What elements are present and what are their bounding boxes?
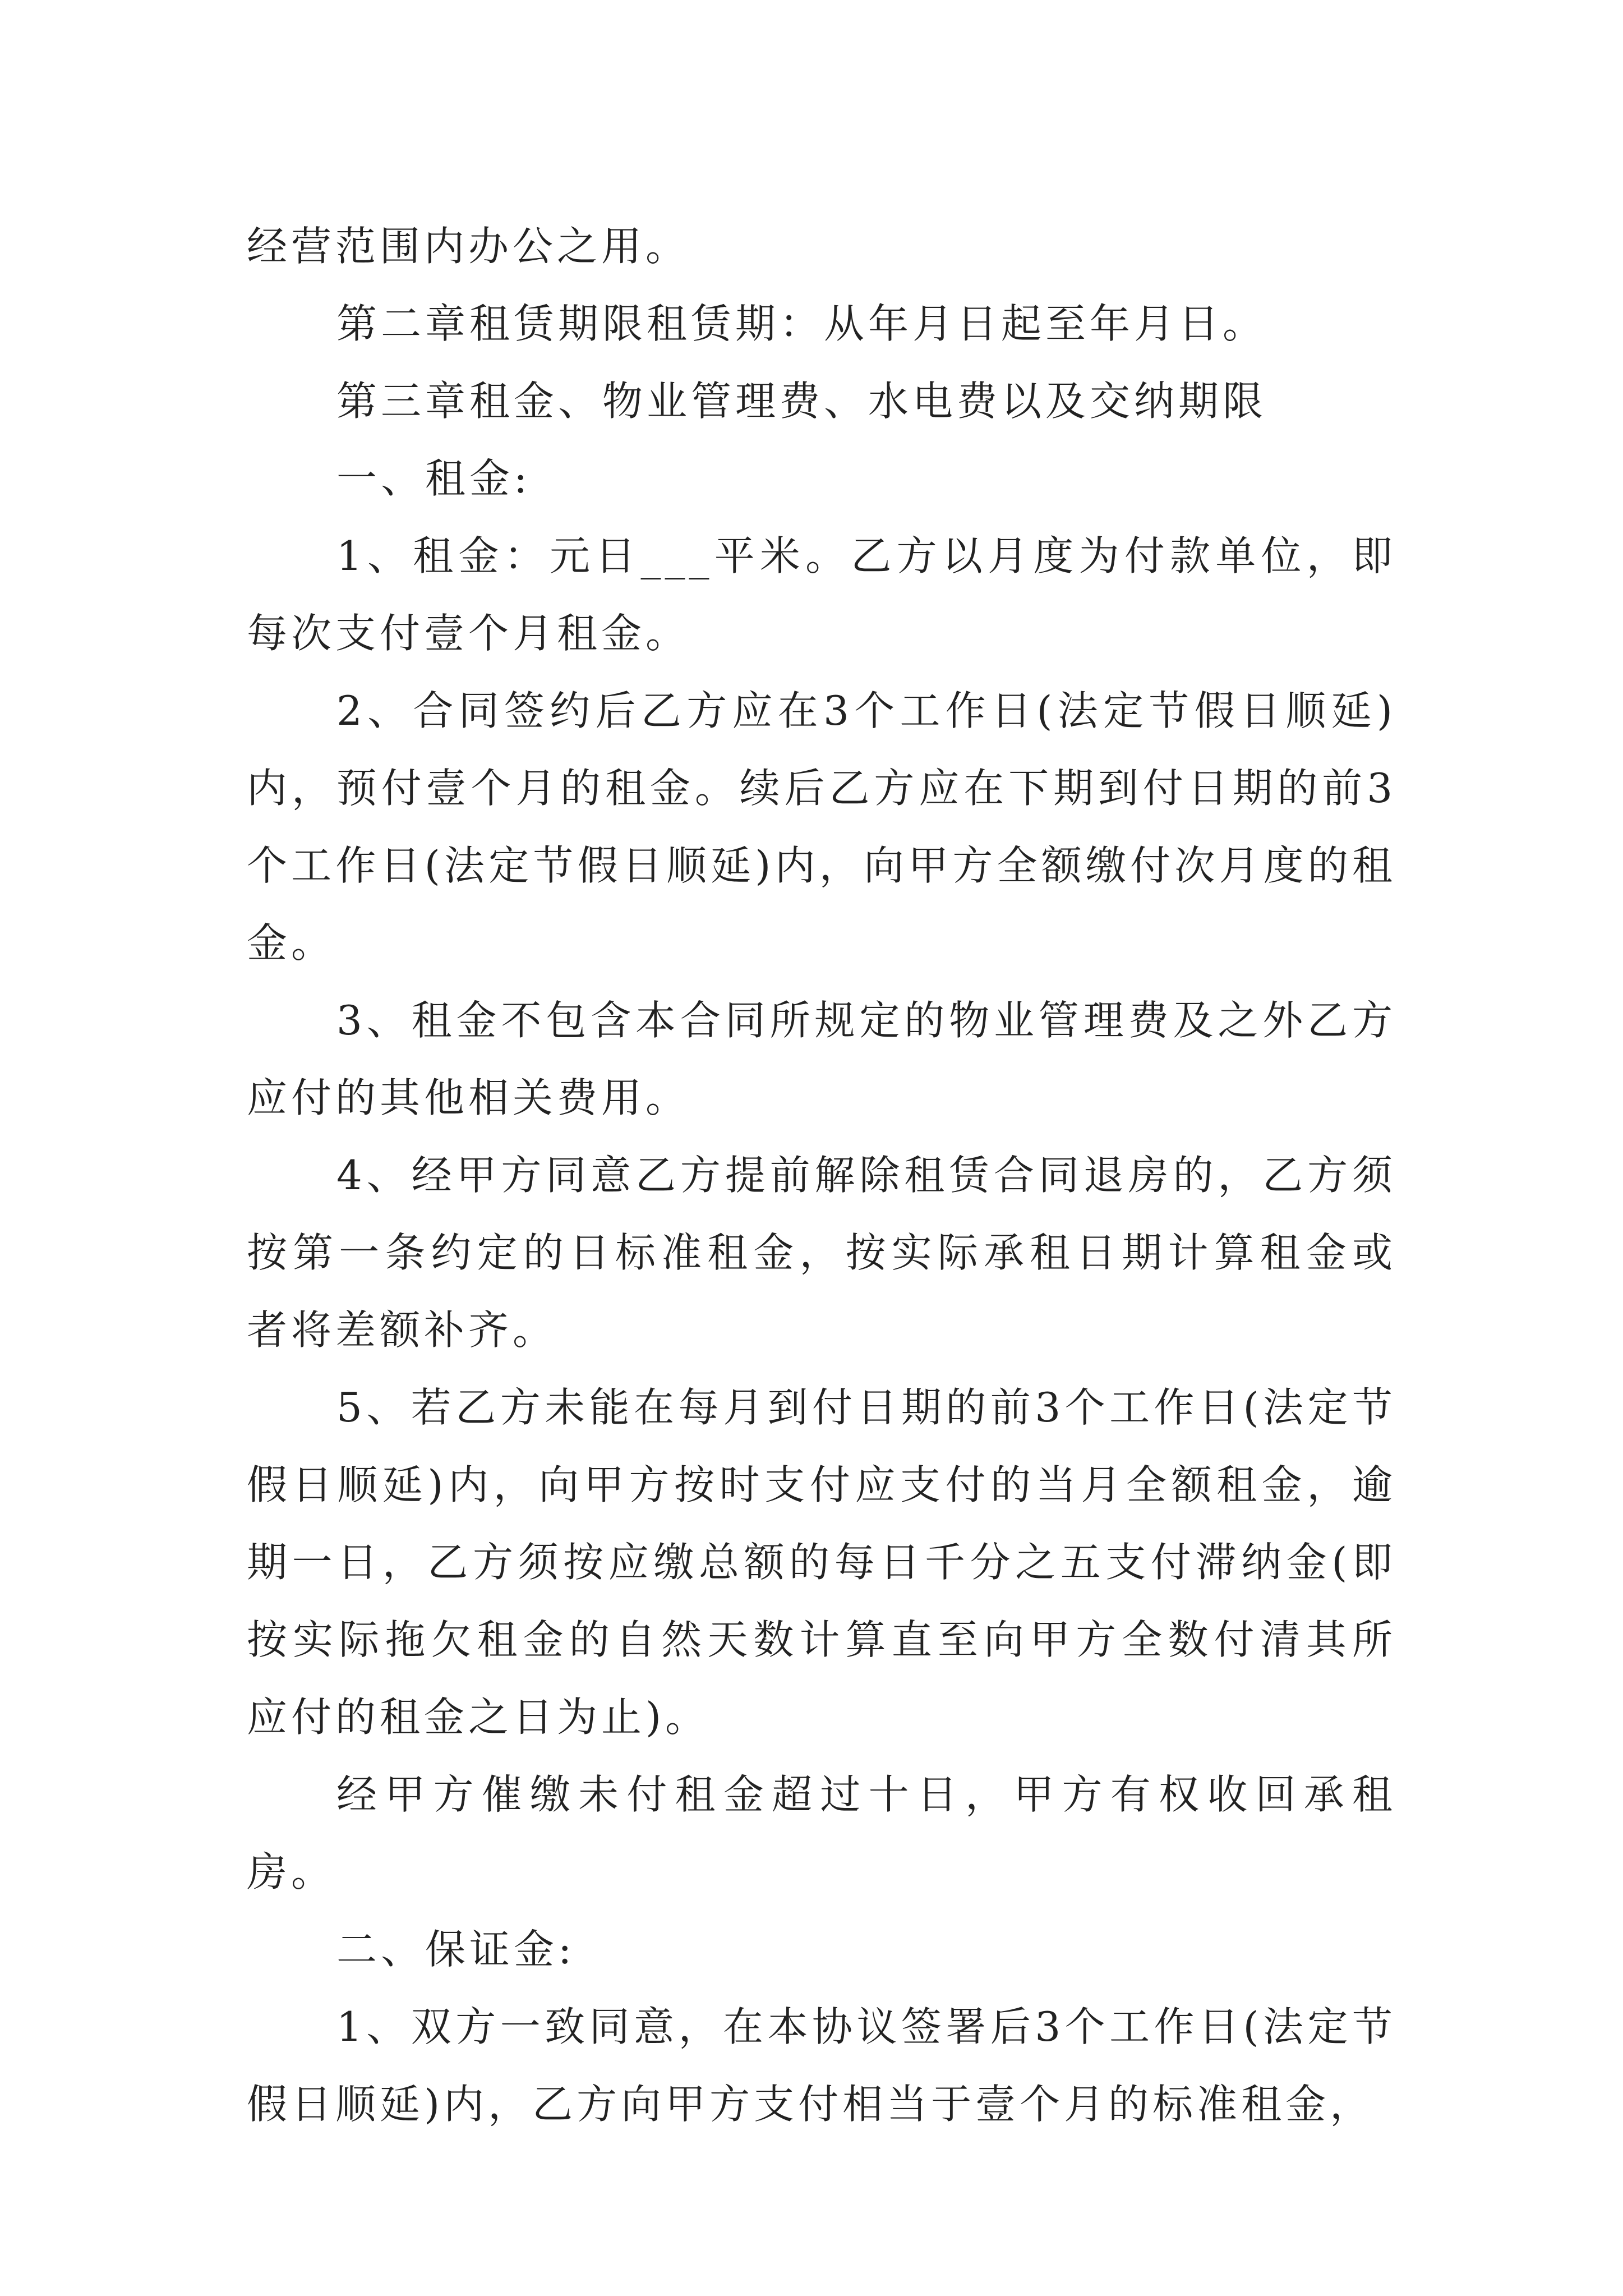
paragraph-chapter-two: 第二章租赁期限租赁期：从年月日起至年月日。	[336, 300, 1267, 347]
paragraph-business-scope: 经营范围内办公之用。	[247, 223, 690, 270]
paragraph-rent-item-5: 5、若乙方未能在每月到付日期的前3个工作日(法定节假日顺延)内，向甲方按时支付应支付的当月全额租金，逾期一日，乙方须按应缴总额的每日千分之五支付滞纳金(即按实际拖欠租金的自然天数计算直至向甲方全数付清其所应付的租金之日为止)。	[247, 1384, 1396, 1741]
paragraph-deposit-heading: 二、保证金:	[336, 1926, 576, 1973]
paragraph-chapter-three: 第三章租金、物业管理费、水电费以及交纳期限	[336, 378, 1267, 425]
paragraph-overdue-rent: 经甲方催缴未付租金超过十日，甲方有权收回承租房。	[247, 1771, 1396, 1895]
paragraph-rent-item-2: 2、合同签约后乙方应在3个工作日(法定节假日顺延)内，预付壹个月的租金。续后乙方应在下期到付日期的前3个工作日(法定节假日顺延)内，向甲方全额缴付次月度的租金。	[247, 687, 1396, 967]
paragraph-deposit-item-1: 1、双方一致同意，在本协议签署后3个工作日(法定节假日顺延)内，乙方向甲方支付相当于壹个月的标准租金，	[247, 2003, 1396, 2128]
document-body	[247, 208, 1396, 2143]
paragraph-rent-item-1: 1、租金：元日___平米。乙方以月度为付款单位，即每次支付壹个月租金。	[247, 532, 1396, 657]
paragraph-rent-heading: 一、租金:	[336, 455, 532, 502]
paragraph-rent-item-4: 4、经甲方同意乙方提前解除租赁合同退房的，乙方须按第一条约定的日标准租金，按实际承租日期计算租金或者将差额补齐。	[247, 1152, 1396, 1354]
paragraph-rent-item-3: 3、租金不包含本合同所规定的物业管理费及之外乙方应付的其他相关费用。	[247, 997, 1396, 1121]
